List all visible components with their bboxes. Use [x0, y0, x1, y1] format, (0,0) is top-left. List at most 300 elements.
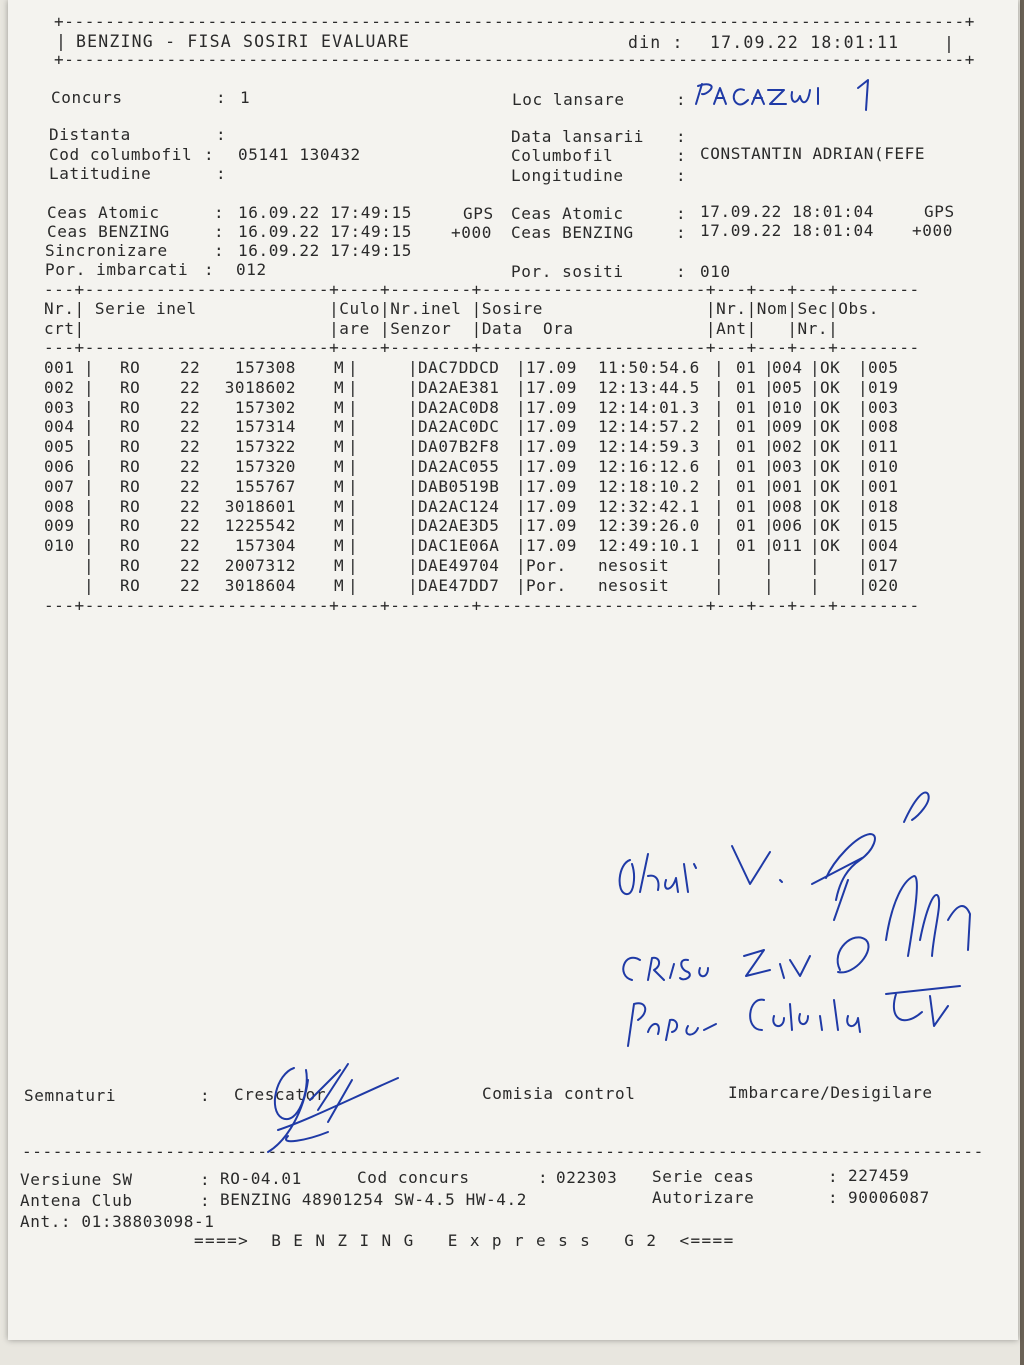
table-cell-ora: 12:13:44.5	[598, 377, 700, 397]
table-cell-nr: 009	[44, 516, 75, 536]
table-cell-nr: 010	[44, 536, 75, 556]
columbofil-value: CONSTANTIN ADRIAN(FEFE	[700, 144, 926, 163]
table-cell-senzor: DA2AE3D5	[418, 516, 500, 536]
table-cell-tara: RO	[120, 377, 141, 397]
table-cell-senzor: DA2AC0D8	[418, 397, 500, 417]
committee-signatures	[604, 780, 984, 1050]
table-column-divider: |	[810, 556, 821, 575]
table-cell-an: 22	[180, 516, 201, 536]
ceas-benzing-right-off: +000	[912, 221, 953, 240]
ceas-benzing-colon: :	[214, 222, 225, 241]
table-cell-data: 17.09	[526, 377, 577, 397]
table-column-divider: |	[516, 556, 527, 575]
table-column-divider: |	[810, 516, 821, 536]
table-cell-tara: RO	[120, 476, 141, 496]
table-cell-sex: M	[334, 457, 345, 476]
table-column-divider: |	[858, 457, 869, 476]
table-column-divider: |	[408, 575, 419, 595]
imbarcati-value: 012	[236, 260, 267, 279]
table-cell-nom: 010	[772, 397, 803, 417]
table-column-divider: |	[516, 437, 527, 457]
ceas-benzing-left: 16.09.22 17:49:15	[238, 222, 412, 241]
table-cell-data: 17.09	[526, 536, 577, 556]
table-column-divider: |	[810, 575, 821, 595]
table-cell-an: 22	[180, 397, 201, 417]
table-cell-nr: 003	[44, 397, 75, 417]
table-cell-obs: 015	[868, 516, 899, 536]
versiune-label: Versiune SW	[20, 1170, 133, 1189]
table-cell-senzor: DAE49704	[418, 556, 500, 575]
table-cell-senzor: DA07B2F8	[418, 437, 500, 457]
table-cell-sec: OK	[820, 457, 841, 476]
table-cell-tara: RO	[120, 417, 141, 437]
ceas-benzing-right: 17.09.22 18:01:04	[700, 221, 874, 240]
ceas-benzing-left-off: +000	[451, 223, 492, 242]
table-column-divider: |	[84, 437, 95, 457]
table-cell-tara: RO	[120, 516, 141, 536]
table-cell-inel: 157302	[234, 397, 296, 417]
table-cell-ant: 01	[736, 496, 757, 516]
table-cell-inel: 155767	[234, 476, 296, 496]
latitudine-label: Latitudine	[49, 164, 152, 183]
table-cell-sex: M	[334, 397, 345, 417]
table-cell-senzor: DAC7DDCD	[418, 358, 500, 377]
table-cell-obs: 004	[868, 536, 899, 556]
table-column-divider: |	[348, 358, 359, 377]
imbarcati-label: Por. imbarcati	[45, 260, 189, 279]
table-cell-nom: 009	[772, 417, 803, 437]
table-column-divider: |	[516, 358, 527, 377]
serie-ceas-label: Serie ceas	[652, 1167, 755, 1186]
table-cell-nr: 004	[44, 417, 75, 437]
table-column-divider: |	[858, 536, 869, 556]
table-column-divider: |	[858, 417, 869, 437]
table-cell-tara: RO	[120, 437, 141, 457]
sositi-value: 010	[700, 262, 731, 281]
table-column-divider: |	[810, 417, 821, 437]
longitudine-label: Longitudine	[511, 166, 624, 185]
table-cell-ant: 01	[736, 397, 757, 417]
table-cell-obs: 003	[868, 397, 899, 417]
table-column-divider: |	[714, 476, 725, 496]
table-column-divider: |	[714, 377, 725, 397]
table-cell-nom: 011	[772, 536, 803, 556]
ceas-atomic-right: 17.09.22 18:01:04	[700, 202, 874, 221]
table-column-divider: |	[348, 556, 359, 575]
table-cell-senzor: DAE47DD7	[418, 575, 500, 595]
table-cell-sec: OK	[820, 377, 841, 397]
latitudine-colon: :	[216, 164, 227, 183]
table-column-divider: |	[348, 575, 359, 595]
columbofil-colon: :	[676, 146, 687, 165]
columbofil-label: Columbofil	[511, 146, 614, 165]
table-cell-sex: M	[334, 575, 345, 595]
table-column-divider: |	[84, 556, 95, 575]
autorizare-label: Autorizare	[652, 1188, 755, 1207]
table-column-divider: |	[764, 457, 775, 476]
table-cell-senzor: DA2AC055	[418, 457, 500, 476]
concurs-value: 1	[240, 88, 251, 107]
serie-ceas-value: 227459	[848, 1166, 910, 1185]
table-column-divider: |	[408, 457, 419, 476]
table-cell-an: 22	[180, 536, 201, 556]
sositi-colon: :	[676, 262, 687, 281]
header-date-value: 17.09.22 18:01:11	[710, 33, 900, 52]
cod-colon: :	[204, 145, 215, 164]
table-column-divider: |	[764, 397, 775, 417]
antena-label: Antena Club	[20, 1191, 133, 1210]
table-cell-ora: 12:14:57.2	[598, 417, 700, 437]
autorizare-colon: :	[828, 1188, 839, 1207]
distanta-label: Distanta	[49, 125, 131, 144]
table-cell-inel: 1225542	[224, 516, 296, 536]
loc-handwritten-value	[688, 74, 898, 118]
longitudine-colon: :	[676, 166, 687, 185]
table-column-divider: |	[858, 377, 869, 397]
table-cell-senzor: DA2AC124	[418, 496, 500, 516]
table-column-divider: |	[858, 437, 869, 457]
table-column-divider: |	[858, 476, 869, 496]
table-column-divider: |	[714, 496, 725, 516]
antena-colon: :	[200, 1191, 211, 1210]
table-column-divider: |	[810, 358, 821, 377]
table-column-divider: |	[810, 536, 821, 556]
table-column-divider: |	[810, 476, 821, 496]
table-cell-nr: 008	[44, 496, 75, 516]
table-cell-nom: 001	[772, 476, 803, 496]
table-cell-data: 17.09	[526, 476, 577, 496]
sincronizare-value: 16.09.22 17:49:15	[238, 241, 412, 260]
table-cell-nom: 005	[772, 377, 803, 397]
table-cell-ora: nesosit	[598, 575, 670, 595]
footer-divider: ----------------------------------------------------------------------------------------------	[22, 1142, 984, 1161]
table-column-divider: |	[84, 358, 95, 377]
ceas-benzing-right-colon: :	[676, 223, 687, 242]
table-cell-inel: 157320	[234, 457, 296, 476]
cod-concurs-value: 022303	[556, 1168, 618, 1187]
table-column-divider: |	[408, 358, 419, 377]
table-cell-an: 22	[180, 417, 201, 437]
distanta-colon: :	[216, 125, 227, 144]
sositi-label: Por. sositi	[511, 262, 624, 281]
table-cell-an: 22	[180, 575, 201, 595]
table-cell-sec: OK	[820, 476, 841, 496]
table-cell-inel: 157308	[234, 358, 296, 377]
table-cell-data: 17.09	[526, 437, 577, 457]
table-cell-inel: 2007312	[224, 556, 296, 575]
table-cell-tara: RO	[120, 575, 141, 595]
ceas-benzing-label-right: Ceas BENZING	[511, 223, 634, 242]
table-cell-data: 17.09	[526, 358, 577, 377]
ceas-atomic-right-src: GPS	[924, 202, 955, 221]
imbarcati-colon: :	[204, 260, 215, 279]
table-column-divider: |	[84, 397, 95, 417]
table-column-divider: |	[764, 575, 775, 595]
table-column-divider: |	[810, 457, 821, 476]
table-cell-obs: 020	[868, 575, 899, 595]
table-cell-nr: 002	[44, 377, 75, 397]
table-cell-nr: 001	[44, 358, 75, 377]
table-cell-sec: OK	[820, 536, 841, 556]
table-cell-sex: M	[334, 358, 345, 377]
table-column-divider: |	[714, 516, 725, 536]
cod-value: 05141 130432	[238, 145, 361, 164]
table-column-divider: |	[408, 437, 419, 457]
table-column-divider: |	[408, 476, 419, 496]
table-cell-ora: 12:16:12.6	[598, 457, 700, 476]
table-cell-ant: 01	[736, 536, 757, 556]
table-cell-sec: OK	[820, 417, 841, 437]
table-column-divider: |	[858, 516, 869, 536]
table-column-divider: |	[348, 437, 359, 457]
table-cell-inel: 3018601	[224, 496, 296, 516]
table-cell-ant: 01	[736, 358, 757, 377]
table-column-divider: |	[84, 516, 95, 536]
table-cell-data: 17.09	[526, 457, 577, 476]
table-column-divider: |	[84, 417, 95, 437]
table-cell-tara: RO	[120, 358, 141, 377]
table-cell-ant: 01	[736, 377, 757, 397]
table-column-divider: |	[714, 437, 725, 457]
loc-label: Loc lansare	[512, 90, 625, 109]
table-cell-tara: RO	[120, 457, 141, 476]
table-cell-data: 17.09	[526, 516, 577, 536]
table-column-divider: |	[516, 417, 527, 437]
table-cell-ant: 01	[736, 516, 757, 536]
table-cell-data: Por.	[526, 575, 567, 595]
table-cell-sec: OK	[820, 437, 841, 457]
comisia-label: Comisia control	[482, 1084, 636, 1103]
table-column-divider: |	[516, 476, 527, 496]
table-cell-inel: 3018604	[224, 575, 296, 595]
table-column-divider: |	[714, 556, 725, 575]
table-cell-obs: 011	[868, 437, 899, 457]
table-column-divider: |	[764, 536, 775, 556]
table-cell-inel: 157304	[234, 536, 296, 556]
table-column-divider: |	[516, 397, 527, 417]
table-column-divider: |	[348, 516, 359, 536]
table-cell-ora: 12:32:42.1	[598, 496, 700, 516]
table-column-divider: |	[516, 457, 527, 476]
concurs-colon: :	[216, 88, 227, 107]
table-cell-ora: 11:50:54.6	[598, 358, 700, 377]
table-column-divider: |	[714, 397, 725, 417]
sincronizare-colon: :	[214, 241, 225, 260]
table-column-divider: |	[408, 516, 419, 536]
ant-line: Ant.: 01:38803098-1	[20, 1212, 215, 1231]
table-cell-sex: M	[334, 437, 345, 457]
table-cell-data: Por.	[526, 556, 567, 575]
crescator-label: Crescator	[234, 1085, 327, 1104]
table-column-divider: |	[516, 377, 527, 397]
imbarcare-label: Imbarcare/Desigilare	[728, 1083, 933, 1102]
ceas-atomic-label: Ceas Atomic	[47, 203, 160, 222]
table-cell-an: 22	[180, 358, 201, 377]
table-cell-inel: 157322	[234, 437, 296, 457]
table-cell-inel: 3018602	[224, 377, 296, 397]
table-cell-sec: OK	[820, 516, 841, 536]
table-cell-ora: nesosit	[598, 556, 670, 575]
table-cell-ora: 12:18:10.2	[598, 476, 700, 496]
table-column-divider: |	[408, 496, 419, 516]
table-cell-senzor: DAB0519B	[418, 476, 500, 496]
data-lansarii-colon: :	[676, 127, 687, 146]
ceas-benzing-label: Ceas BENZING	[47, 222, 170, 241]
data-lansarii-label: Data lansarii	[511, 127, 645, 146]
table-cell-sex: M	[334, 496, 345, 516]
table-border-top: ---+------------------------+----+--------+----------------------+---+---+---+--------	[44, 280, 920, 299]
table-column-divider: |	[764, 496, 775, 516]
table-cell-nom: 008	[772, 496, 803, 516]
ceas-atomic-label-right: Ceas Atomic	[511, 204, 624, 223]
table-column-divider: |	[858, 397, 869, 417]
table-cell-an: 22	[180, 437, 201, 457]
loc-colon: :	[676, 90, 687, 109]
table-cell-nom: 004	[772, 358, 803, 377]
table-column-divider: |	[348, 377, 359, 397]
semnaturi-label: Semnaturi	[24, 1086, 117, 1105]
table-cell-ant: 01	[736, 476, 757, 496]
table-column-divider: |	[348, 457, 359, 476]
table-column-divider: |	[408, 377, 419, 397]
table-cell-tara: RO	[120, 556, 141, 575]
brand-line: ====> B E N Z I N G E x p r e s s G 2 <====	[194, 1231, 735, 1250]
table-cell-an: 22	[180, 476, 201, 496]
table-column-divider: |	[764, 417, 775, 437]
table-cell-nr: 005	[44, 437, 75, 457]
serie-ceas-colon: :	[828, 1167, 839, 1186]
table-cell-nr: 006	[44, 457, 75, 476]
table-column-divider: |	[714, 358, 725, 377]
table-cell-an: 22	[180, 377, 201, 397]
table-head-line1: Nr.| Serie inel |Culo|Nr.inel |Sosire |Nr.|Nom|Sec|Obs.	[44, 299, 879, 318]
table-cell-nom: 003	[772, 457, 803, 476]
table-cell-an: 22	[180, 556, 201, 575]
table-cell-senzor: DA2AE381	[418, 377, 500, 397]
table-cell-obs: 001	[868, 476, 899, 496]
table-column-divider: |	[84, 536, 95, 556]
autorizare-value: 90006087	[848, 1188, 930, 1207]
sincronizare-label: Sincronizare	[45, 241, 168, 260]
table-cell-an: 22	[180, 496, 201, 516]
table-border-head: ---+------------------------+----+--------+----------------------+---+---+---+--------	[44, 338, 920, 357]
table-cell-obs: 010	[868, 457, 899, 476]
arrival-sheet	[8, 0, 1018, 1340]
cod-label: Cod columbofil	[49, 145, 193, 164]
table-column-divider: |	[84, 377, 95, 397]
table-head-line2: crt| |are |Senzor |Data Ora |Ant| |Nr.|	[44, 319, 839, 338]
table-cell-ant: 01	[736, 437, 757, 457]
table-column-divider: |	[348, 536, 359, 556]
table-cell-obs: 018	[868, 496, 899, 516]
table-cell-obs: 005	[868, 358, 899, 377]
ceas-atomic-right-colon: :	[676, 204, 687, 223]
table-cell-inel: 157314	[234, 417, 296, 437]
table-cell-ant: 01	[736, 417, 757, 437]
table-column-divider: |	[84, 496, 95, 516]
table-column-divider: |	[348, 417, 359, 437]
header-border-bottom: +----------------------------------------------------------------------------------------+	[54, 50, 975, 69]
table-column-divider: |	[348, 476, 359, 496]
header-left-bar: |	[56, 32, 68, 51]
table-column-divider: |	[764, 476, 775, 496]
table-cell-data: 17.09	[526, 397, 577, 417]
table-column-divider: |	[408, 397, 419, 417]
table-column-divider: |	[516, 536, 527, 556]
table-cell-tara: RO	[120, 397, 141, 417]
versiune-value: RO-04.01	[220, 1169, 302, 1188]
versiune-colon: :	[200, 1170, 211, 1189]
table-column-divider: |	[408, 556, 419, 575]
table-column-divider: |	[810, 437, 821, 457]
table-column-divider: |	[714, 417, 725, 437]
table-column-divider: |	[516, 516, 527, 536]
table-cell-sex: M	[334, 536, 345, 556]
table-cell-an: 22	[180, 457, 201, 476]
table-column-divider: |	[516, 496, 527, 516]
table-cell-senzor: DAC1E06A	[418, 536, 500, 556]
table-column-divider: |	[714, 575, 725, 595]
table-column-divider: |	[516, 575, 527, 595]
ceas-atomic-left-src: GPS	[463, 204, 494, 223]
table-cell-obs: 017	[868, 556, 899, 575]
table-column-divider: |	[810, 397, 821, 417]
table-column-divider: |	[858, 575, 869, 595]
table-border-bottom: ---+------------------------+----+--------+----------------------+---+---+---+--------	[44, 596, 920, 615]
table-cell-ora: 12:14:01.3	[598, 397, 700, 417]
table-cell-obs: 019	[868, 377, 899, 397]
table-cell-sex: M	[334, 417, 345, 437]
semnaturi-colon: :	[200, 1086, 211, 1105]
table-cell-nom: 006	[772, 516, 803, 536]
table-column-divider: |	[810, 496, 821, 516]
table-column-divider: |	[348, 496, 359, 516]
table-column-divider: |	[764, 437, 775, 457]
table-column-divider: |	[858, 496, 869, 516]
table-cell-nr: 007	[44, 476, 75, 496]
table-cell-sec: OK	[820, 397, 841, 417]
table-cell-nom: 002	[772, 437, 803, 457]
table-cell-sec: OK	[820, 496, 841, 516]
table-cell-ora: 12:49:10.1	[598, 536, 700, 556]
concurs-label: Concurs	[51, 88, 123, 107]
table-column-divider: |	[408, 417, 419, 437]
table-cell-ant: 01	[736, 457, 757, 476]
ceas-atomic-colon: :	[214, 203, 225, 222]
table-cell-tara: RO	[120, 496, 141, 516]
header-date-label: din :	[628, 33, 684, 52]
table-column-divider: |	[714, 536, 725, 556]
table-cell-sec: OK	[820, 358, 841, 377]
table-column-divider: |	[764, 556, 775, 575]
table-cell-data: 17.09	[526, 496, 577, 516]
table-cell-ora: 12:39:26.0	[598, 516, 700, 536]
table-cell-data: 17.09	[526, 417, 577, 437]
table-column-divider: |	[84, 476, 95, 496]
table-column-divider: |	[84, 575, 95, 595]
table-cell-obs: 008	[868, 417, 899, 437]
table-column-divider: |	[858, 556, 869, 575]
table-cell-sex: M	[334, 556, 345, 575]
table-column-divider: |	[764, 516, 775, 536]
table-column-divider: |	[810, 377, 821, 397]
cod-concurs-label: Cod concurs	[357, 1168, 470, 1187]
table-cell-tara: RO	[120, 536, 141, 556]
table-cell-sex: M	[334, 476, 345, 496]
table-column-divider: |	[764, 358, 775, 377]
table-column-divider: |	[84, 457, 95, 476]
table-column-divider: |	[408, 536, 419, 556]
